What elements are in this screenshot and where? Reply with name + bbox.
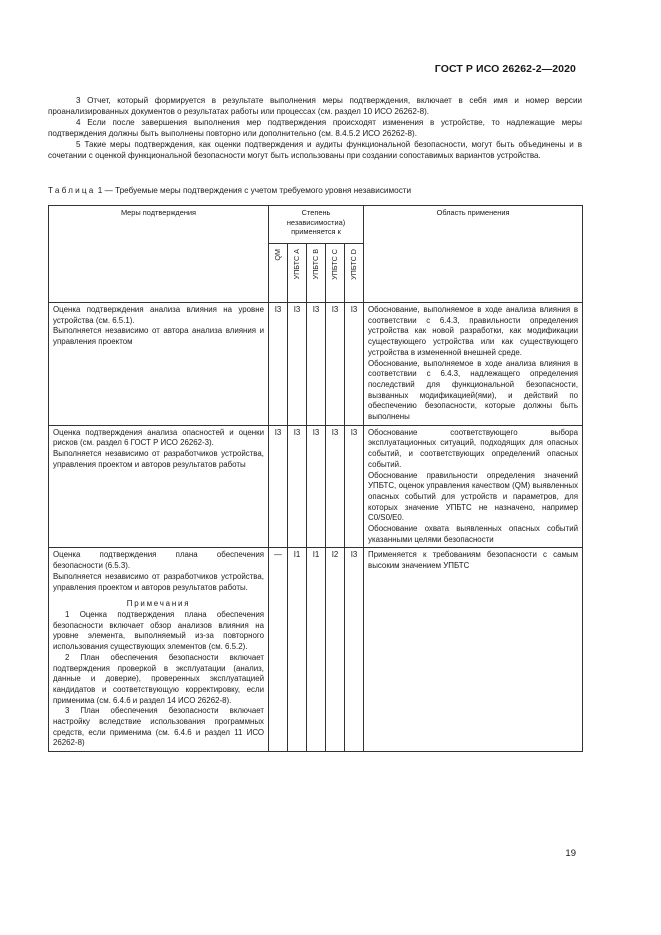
- level-cell: I1: [307, 548, 326, 752]
- intro-paragraph: 4 Если после завершения выполнения мер подтверждения происходят изменения в устройстве, то надлежащие меры подтверждения должны быть выполнены повторно или дополнительно (см. 8.4.5.2 ИСО 26262-8).: [48, 117, 582, 138]
- level-cell: I3: [288, 303, 307, 426]
- header-level-asil-b: [307, 244, 326, 303]
- level-cell: I3: [288, 425, 307, 548]
- level-label: QM: [273, 249, 282, 261]
- notes-title: Примечания: [126, 599, 191, 609]
- area-cell: [364, 548, 583, 752]
- note-text: 1 Оценка подтверждения плана обеспечения безопасности включает обзор анализов влияния на уровне элемента, выполняемый из-за повторного использования существующих элементов (см. 6.5.2).: [53, 609, 264, 652]
- level-label: УПБТС C: [330, 249, 339, 280]
- document-id: ГОСТ Р ИСО 26262-2—2020: [434, 63, 576, 75]
- table-caption-label: Таблица: [48, 186, 96, 195]
- header-independence-degree: Степень независимостиa) применяется к: [269, 206, 364, 244]
- table-row: [49, 425, 583, 548]
- level-cell: I3: [326, 425, 345, 548]
- header-level-asil-d: [345, 244, 364, 303]
- header-level-asil-a: [288, 244, 307, 303]
- area-text: Обоснование правильности определения значений УПБТС, оценок управления качеством (QM) выявленных опасных событий для устройств и параметров, для которых значение УПБТС не назначено, например C0/S0/E0.: [368, 470, 579, 523]
- header-level-qm: [269, 244, 288, 303]
- table-caption: [48, 186, 411, 195]
- area-text: Обоснование охвата выявленных опасных событий указанными целями безопасности: [368, 524, 579, 544]
- measure-text: Выполняется независимо от разработчиков устройства, управления проектом и авторов результатов работы: [53, 449, 264, 469]
- area-cell: [364, 303, 583, 426]
- level-cell: —: [269, 548, 288, 752]
- level-cell: I3: [326, 303, 345, 426]
- measure-text: Выполняется независимо от разработчиков устройства, управления проектом и авторов результатов работы.: [53, 571, 264, 592]
- page-number: 19: [565, 848, 576, 859]
- level-label: УПБТС D: [349, 249, 359, 280]
- level-cell: I3: [345, 548, 364, 752]
- area-text: Обоснование, выполняемое в ходе анализа влияния в соответствии с 6.4.3, правильности определения устройства как новой разработки, как модификации существующего устройства или как существующего устройства в измененной внешней среде.: [368, 305, 579, 357]
- level-cell: I3: [269, 303, 288, 426]
- table-caption-text: 1 — Требуемые меры подтверждения с учетом требуемого уровня независимости: [97, 186, 412, 195]
- note-text: 3 План обеспечения безопасности включает настройку вследствие использования программных средств, если применима (см. 6.4.6 и раздел 11 ИСО 26262-8): [53, 706, 264, 748]
- level-cell: I3: [345, 303, 364, 426]
- intro-paragraph: 5 Такие меры подтверждения, как оценки подтверждения и аудиты функциональной безопасности, могут быть объединены и в сочетании с оценкой функциональной безопасности могут быть использованы при создании сопоставимых вариантов устройства.: [48, 139, 582, 160]
- level-cell: I3: [345, 425, 364, 548]
- note-text: 2 План обеспечения безопасности включает подтверждения проверкой в эксплуатации (анализ, данные и доверие), проверенных эксплуатацией кандидатов и соответствующую корректировку, если применима (см. 6.4.6 и раздел 14 ИСО 26262-8).: [53, 652, 264, 705]
- measure-cell: [49, 548, 269, 752]
- intro-paragraph: 3 Отчет, который формируется в результате выполнения меры подтверждения, включает в себя имя и номер версии проанализированных документов о результатах работы или процессах (см. раздел 10 ИСО 26262-8).: [48, 96, 582, 116]
- area-text: Применяется к требованиям безопасности с самым высоким значением УПБТС: [368, 550, 579, 571]
- measure-text: Оценка подтверждения анализа влияния на уровне устройства (см. 6.5.1).: [53, 305, 264, 325]
- table-row: [49, 303, 583, 426]
- area-text: Обоснование, выполняемое в ходе анализа влияния в соответствии с 6.4.3, надлежащего определения последствий для функциональной безопасности, вызванных модификацией(ями), и действий по обеспечению безопасности, которые должны быть выполнены: [368, 358, 579, 422]
- level-cell: I3: [269, 425, 288, 548]
- area-cell: [364, 425, 583, 548]
- table-row: [49, 548, 583, 752]
- measure-cell: [49, 425, 269, 548]
- level-cell: I2: [326, 548, 345, 752]
- measure-cell: [49, 303, 269, 426]
- level-label: УПБТС A: [292, 249, 301, 280]
- area-text: Обоснование соответствующего выбора эксплуатационных ситуаций, подходящих для опасных событий, и соответствующих определений опасных событий.: [368, 427, 579, 469]
- confirmation-measures-table: [48, 205, 583, 752]
- header-measures: Меры подтверждения: [49, 206, 269, 303]
- header-area: Область применения: [364, 206, 583, 303]
- measure-text: Выполняется независимо от автора анализа влияния и управления проектом: [53, 326, 264, 347]
- level-cell: I3: [307, 425, 326, 548]
- header-level-asil-c: [326, 244, 345, 303]
- intro-notes: [48, 96, 582, 161]
- measure-text: Оценка подтверждения анализа опасностей и оценки рисков (см. раздел 6 ГОСТ Р ИСО 26262-3).: [53, 427, 264, 448]
- level-label: УПБТС B: [311, 249, 320, 280]
- level-cell: I1: [288, 548, 307, 752]
- measure-text: Оценка подтверждения плана обеспечения безопасности (6.5.3).: [53, 550, 264, 571]
- level-cell: I3: [307, 303, 326, 426]
